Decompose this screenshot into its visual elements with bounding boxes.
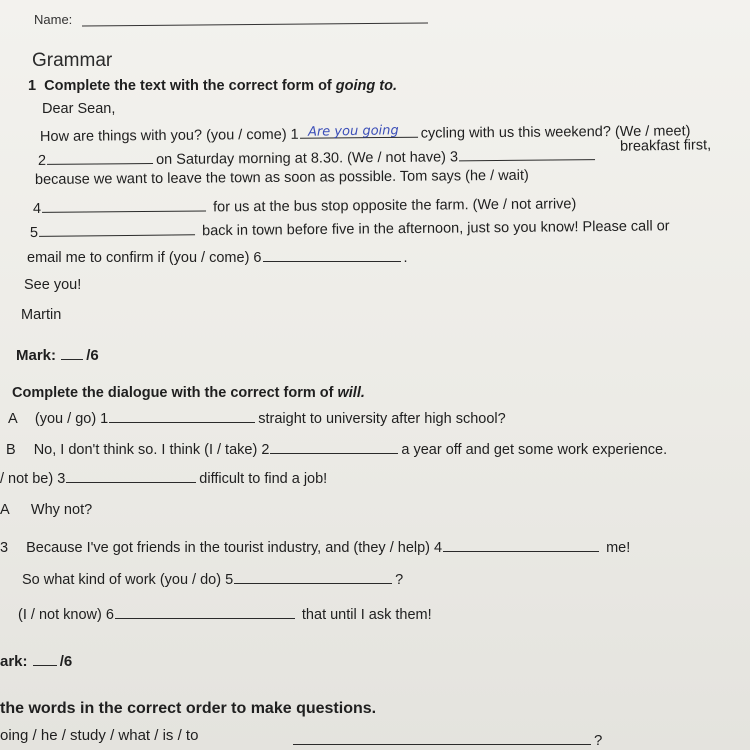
dialogue-blank-6[interactable] — [115, 604, 295, 619]
letter-line-3: because we want to leave the town as soon as possible. Tom says (he / wait) — [34, 167, 529, 188]
dialogue-line-b1-cont: / not be) 3 difficult to find a job! — [0, 468, 327, 487]
dialogue-blank-2[interactable] — [270, 439, 398, 454]
dialogue-blank-1[interactable] — [109, 408, 255, 423]
letter-line-2: 2 on Saturday morning at 8.30. (We / not have) 3 — [38, 145, 598, 169]
letter-signature: Martin — [21, 307, 62, 323]
mark-1: Mark: /6 — [16, 347, 99, 364]
mark-1-blank[interactable] — [61, 346, 83, 360]
answer-blank-4[interactable] — [42, 196, 206, 212]
task-1-instruction: 1 Complete the text with the correct form of going to. — [28, 78, 397, 94]
dialogue-blank-3[interactable] — [66, 468, 196, 483]
letter-line-2-end: breakfast first, — [619, 137, 712, 155]
letter-line-6: email me to confirm if (you / come) 6 . — [27, 247, 408, 266]
dialogue-blank-4[interactable] — [443, 537, 599, 552]
task-3-instruction: the words in the correct order to make questions. — [0, 700, 377, 717]
question-item-1-answer: ? — [292, 730, 602, 749]
mark-2-blank[interactable] — [33, 652, 57, 666]
letter-greeting: Dear Sean, — [42, 101, 116, 117]
task-number: 1 — [28, 78, 37, 94]
dialogue-line-b2: 3 Because I've got friends in the tourist industry, and (they / help) 4 me! — [0, 537, 630, 556]
answer-blank-2[interactable] — [47, 149, 153, 165]
dialogue-line-q5: So what kind of work (you / do) 5 ? — [22, 569, 403, 588]
letter-signoff: See you! — [24, 277, 82, 293]
mark-2: ark: /6 — [0, 653, 73, 670]
dialogue-line-b1: B No, I don't think so. I think (I / take) 2 a year off and get some work experience. — [6, 439, 667, 458]
speaker-label: B — [6, 442, 16, 458]
handwritten-answer-1: Are you going — [307, 123, 399, 140]
letter-line-4: 4 for us at the bus stop opposite the farm. (We / not arrive) — [32, 196, 577, 217]
dialogue-line-q6: (I / not know) 6 that until I ask them! — [18, 604, 432, 623]
speaker-label: 3 — [0, 540, 9, 556]
dialogue-line-a2: A Why not? — [0, 502, 93, 518]
name-field[interactable] — [82, 22, 428, 26]
speaker-label: A — [0, 502, 9, 518]
letter-line-5: 5 back in town before five in the afternoon, just so you know! Please call or — [29, 218, 670, 241]
name-label: Name: — [34, 12, 73, 27]
answer-blank-6[interactable] — [263, 247, 401, 262]
speaker-label: A — [8, 411, 17, 427]
dialogue-blank-5[interactable] — [234, 569, 392, 584]
task-2-instruction: Complete the dialogue with the correct form of will. — [12, 385, 365, 401]
section-title: Grammar — [32, 50, 113, 71]
answer-blank-5[interactable] — [39, 220, 195, 237]
answer-blank-3[interactable] — [459, 145, 595, 161]
question-item-1: oing / he / study / what / is / to — [0, 727, 199, 744]
dialogue-line-a1: A (you / go) 1 straight to university after high school? — [8, 408, 506, 427]
letter-line-1: How are things with you? (you / come) 1 cycling with us this weekend? (We / meet) — [39, 123, 691, 145]
question-blank-1[interactable] — [293, 730, 591, 745]
